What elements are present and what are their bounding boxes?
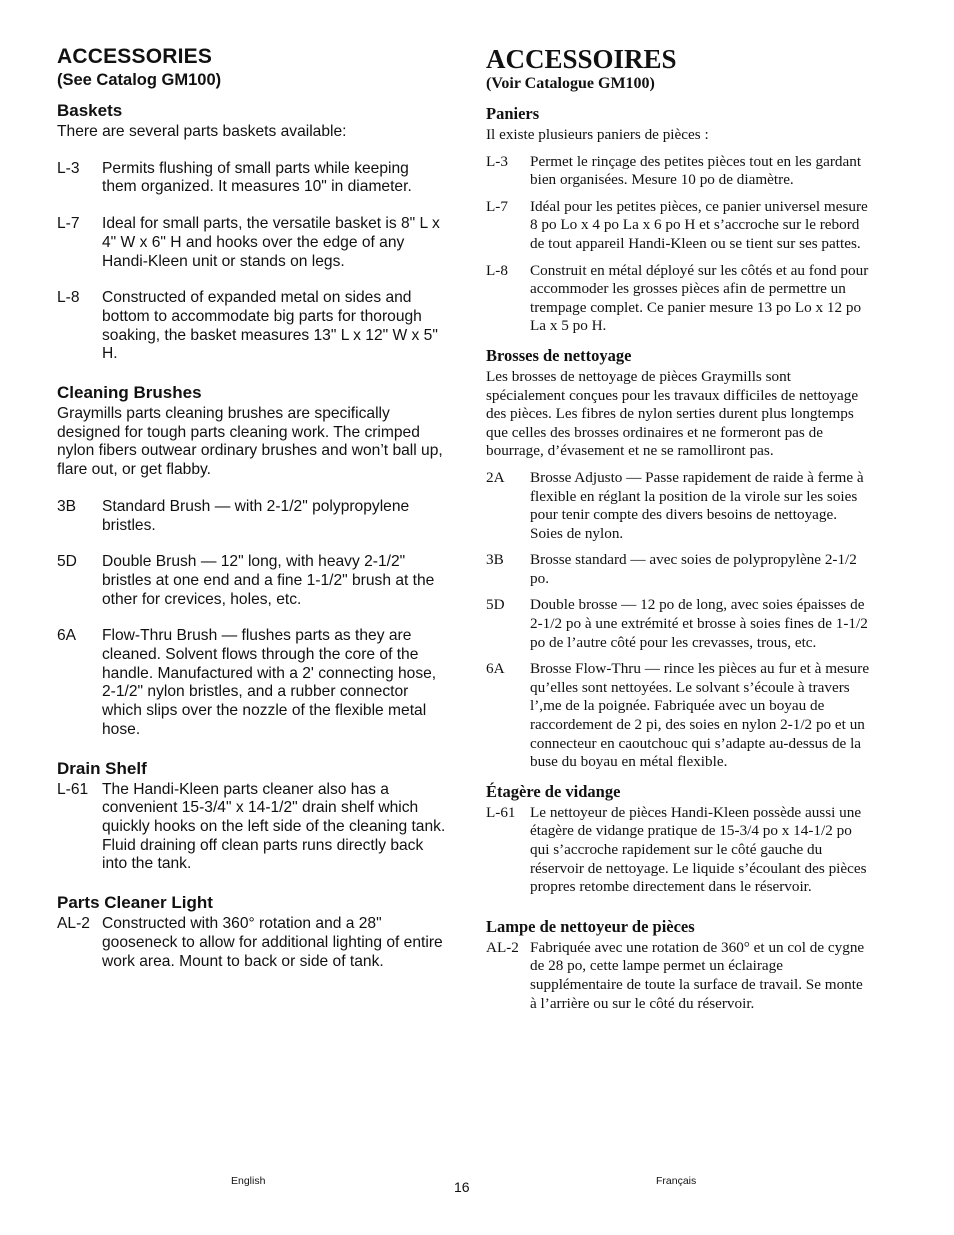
item-description: Brosse Adjusto — Passe rapidement de raide à ferme à flexible en réglant la position de la virole sur les soies pour tenir compte des divers besoins de nettoyage. Soies de nylon.: [530, 468, 864, 542]
item-code: L-8: [486, 261, 508, 279]
item-description: Le nettoyeur de pièces Handi-Kleen possède aussi une étagère de vidange pratique de 15-3/4 po x 14-1/2 po qui s’accroche rapidement sur le côté gauche du réservoir de nettoyage. Le liquide s’écoulant des pièces propres retombe directement dans le réservoir.: [530, 803, 867, 896]
list-item: [486, 551, 871, 588]
list-item: [486, 469, 871, 543]
list-item: [486, 939, 871, 1013]
brushes-section-english: [57, 382, 447, 740]
list-item: [486, 153, 871, 190]
item-code: L-61: [57, 780, 89, 798]
drain-shelf-heading: Drain Shelf: [57, 758, 147, 778]
baskets-section-french: [486, 104, 871, 336]
brushes-intro: Graymills parts cleaning brushes are specifically designed for tough parts cleaning work. The crimped nylon fibers outwear ordinary brushes and won’t ball up, flare out, or get flabby.: [57, 405, 443, 479]
item-description: Flow-Thru Brush — flushes parts as they are cleaned. Solvent flows through the core of the handle. Manufactured with a 2' connecting hose, 2-1/2" nylon bristles, and a rubber connector which slips over the nozzle of the flexible metal hose.: [102, 627, 437, 738]
drain-shelf-section-english: [57, 758, 447, 875]
list-item: [57, 215, 447, 271]
baskets-heading: Baskets: [57, 101, 123, 120]
item-code: 5D: [486, 596, 505, 614]
item-description: The Handi-Kleen parts cleaner also has a convenient 15-3/4" x 14-1/2" drain shelf which quickly hooks on the left side of the cleaning tank. Fluid draining off clean parts runs directly back into the tank.: [102, 780, 446, 873]
item-code: 3B: [486, 551, 504, 569]
baskets-section-english: [57, 100, 447, 364]
english-column: [57, 44, 447, 989]
brushes-heading: Brosses de nettoyage: [486, 345, 632, 365]
footer-language-french: Français: [656, 1175, 697, 1187]
list-item: [486, 262, 871, 336]
item-code: L-3: [486, 152, 508, 170]
page-title-french: ACCESSOIRES: [486, 44, 677, 74]
item-description: Permits flushing of small parts while keeping them organized. It measures 10" in diameter.: [102, 159, 412, 196]
list-item: [57, 781, 447, 875]
drain-shelf-section-french: [486, 782, 871, 897]
item-description: Brosse Flow-Thru — rince les pièces au fur et à mesure qu’elles sont nettoyées. Le solvant s’écoule à travers l’,me de la poignée. Fabriquée avec un boyau de raccordement de 2 pi, des soies en nylon 2-1/2 po et un connecteur en caoutchouc qui s’adapte au-dessus de la buse du boyau en métal flexible.: [530, 660, 870, 771]
drain-shelf-heading: Étagère de vidange: [486, 781, 621, 801]
item-code: 6A: [486, 660, 505, 678]
item-code: 2A: [486, 468, 505, 486]
item-code: L-61: [486, 803, 516, 821]
item-description: Double Brush — 12" long, with heavy 2-1/2" bristles at one end and a fine 1-1/2" brush at the other for crevices, holes, etc.: [102, 553, 435, 608]
catalog-reference-english: (See Catalog GM100): [57, 71, 222, 89]
item-code: L-3: [57, 159, 80, 177]
light-section-english: [57, 892, 447, 971]
catalog-reference-french: (Voir Catalogue GM100): [486, 75, 655, 92]
brushes-section-french: [486, 346, 871, 772]
item-code: AL-2: [486, 938, 519, 956]
list-item: [57, 627, 447, 739]
list-item: [57, 160, 447, 197]
light-heading: Parts Cleaner Light: [57, 893, 213, 913]
item-description: Ideal for small parts, the versatile basket is 8" L x 4" W x 6" H and hooks over the edge of any Handi-Kleen unit or stands on legs.: [102, 215, 440, 270]
list-item: [486, 804, 871, 897]
page-title-english: ACCESSORIES: [57, 45, 213, 68]
item-description: Idéal pour les petites pièces, ce panier universel mesure 8 po Lo x 4 po La x 6 po H et s’accroche sur le rebord de tout appareil Handi-Kleen ou se tient sur ses pattes.: [530, 197, 868, 252]
item-code: AL-2: [57, 915, 90, 933]
item-description: Construit en métal déployé sur les côtés et au fond pour accommoder les grosses pièces afin de permettre un trempage complet. Ce panier mesure 13 po Lo x 12 po La x 5 po H.: [530, 261, 869, 335]
brushes-intro: Les brosses de nettoyage de pièces Graymills sont spécialement conçues pour les travaux difficiles de nettoyage des pièces. Les fibres de nylon serties durent plus longtemps que celles des brosses ordinaires et ne formeront pas de bourrage, d’évasement et ne se ramolliront pas.: [486, 367, 859, 460]
list-item: [486, 596, 871, 652]
baskets-intro: Il existe plusieurs paniers de pièces :: [486, 126, 709, 143]
item-code: 5D: [57, 553, 77, 571]
list-item: [57, 915, 447, 971]
item-description: Standard Brush — with 2-1/2" polypropylene bristles.: [102, 497, 410, 534]
item-description: Constructed of expanded metal on sides and bottom to accommodate big parts for thorough soaking, the basket measures 13" L x 12" W x 5" H.: [102, 289, 438, 363]
item-code: L-8: [57, 289, 80, 307]
item-description: Fabriquée avec une rotation de 360° et un col de cygne de 28 po, cette lampe permet un éclairage supplémentaire de toute la surface de travail. Se monte à l’arrière ou sur le côté du réservoir.: [530, 938, 865, 1012]
item-code: L-7: [486, 197, 508, 215]
light-section-french: [486, 917, 871, 1013]
item-code: 3B: [57, 497, 77, 515]
light-heading: Lampe de nettoyeur de pièces: [486, 916, 695, 936]
item-description: Double brosse — 12 po de long, avec soies épaisses de 2-1/2 po à une extrémité et brosse à soies fines de 1-1/2 po de l’autre côté pour les crevasses, trous, etc.: [530, 596, 868, 651]
item-code: L-7: [57, 215, 80, 233]
list-item: [486, 660, 871, 772]
french-column: [486, 44, 871, 1021]
list-item: [57, 498, 447, 535]
list-item: [486, 198, 871, 254]
baskets-heading: Paniers: [486, 104, 540, 123]
list-item: [57, 289, 447, 364]
baskets-intro: There are several parts baskets available:: [57, 123, 347, 140]
brushes-heading: Cleaning Brushes: [57, 383, 202, 403]
item-description: Brosse standard — avec soies de polypropylène 2-1/2 po.: [530, 551, 857, 587]
item-description: Constructed with 360° rotation and a 28" gooseneck to allow for additional lighting of entire work area. Mount to back or side of tank.: [102, 915, 443, 970]
item-description: Permet le rinçage des petites pièces tout en les gardant bien organisées. Mesure 10 po de diamètre.: [530, 152, 862, 189]
item-code: 6A: [57, 627, 77, 645]
page-number: 16: [454, 1179, 470, 1195]
list-item: [57, 553, 447, 609]
footer-language-english: English: [231, 1175, 266, 1187]
